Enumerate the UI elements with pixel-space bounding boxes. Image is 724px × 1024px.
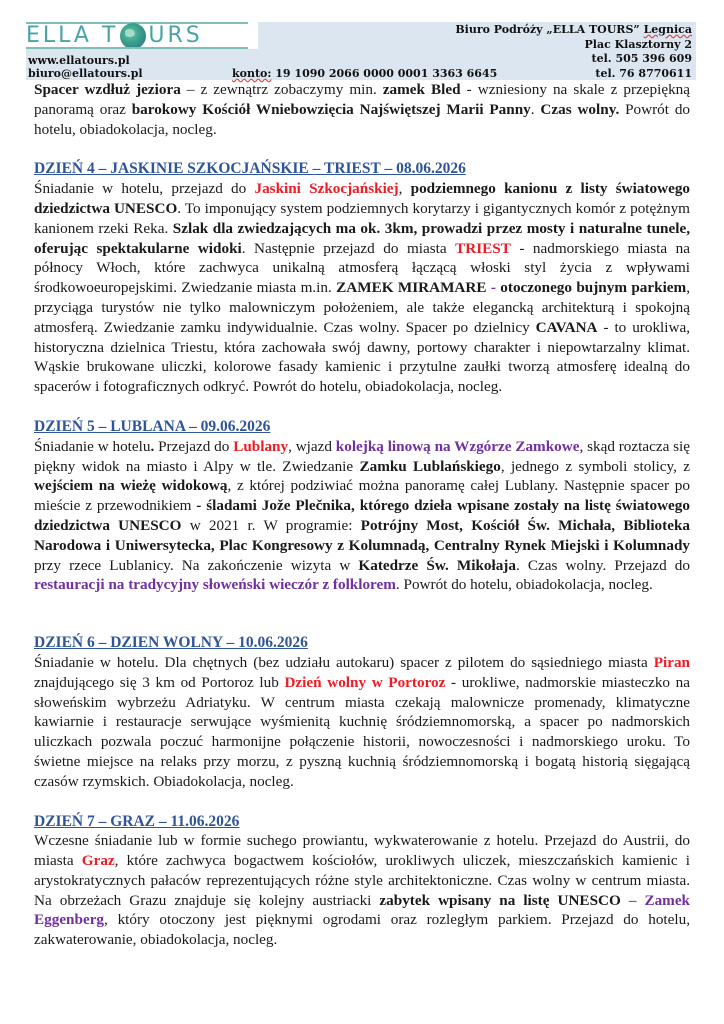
text-bold: zamek Bled (382, 81, 461, 98)
text: Wczesne śniadanie lub w formie suchego prowiantu, wykwaterowanie z hotelu. Przejazd do Austrii, do miasta (34, 832, 690, 870)
text: , który otoczony jest pięknymi ogrodami oraz rozległym parkiem. Przejazd do hotelu, zakwaterowanie, obiadokolacja, nocleg. (34, 911, 690, 949)
text: przy rzece Lublanicy. Na zakończenie wizyta w (34, 556, 359, 574)
text: , (398, 180, 411, 198)
text: , przyciąga turystów nie tylko malowniczym położeniem, ale także elegancką architekturą i spokojną atmosferą. Zwiedzanie zamku indywidualnie. Czas wolny. Spacer po dzielnicy (34, 279, 691, 336)
text-bold: . (150, 437, 155, 455)
day7-section (34, 812, 690, 951)
office-phone-mobile: tel. 505 396 609 (591, 52, 692, 65)
text-bold: Spacer wzdłuż jeziora (34, 81, 181, 98)
day4-section (34, 159, 690, 397)
text: , z której podziwiać można panoramę całej Lublany. Następnie spacer po mieście z przewodnikiem (34, 477, 690, 515)
highlight-red: TRIEST (455, 239, 511, 257)
highlight-red: Graz (81, 852, 115, 870)
text: - nadmorskiego miasta na północy Włoch, które zachwyca unikalną atmosferą łączącą włoski styl życia z wpływami środkowoeuropejskimi. Zwiedzanie miasta m.in. (34, 239, 690, 297)
day6-title: DZIEŃ 6 – DZIEN WOLNY – 10.06.2026 (34, 634, 308, 652)
text: – (620, 891, 645, 909)
day7-title: DZIEŃ 7 – GRAZ – 11.06.2026 (34, 812, 240, 830)
text-bold: zabytek wpisany na listę UNESCO (379, 891, 621, 909)
highlight-purple: Zamek Eggenberg (34, 891, 690, 929)
office-name (455, 23, 692, 36)
text-bold: Zamku Lublańskiego (359, 457, 501, 475)
text-bold: otoczonego bujnym parkiem (500, 279, 687, 297)
ella-tours-logo (26, 22, 258, 49)
highlight-purple: kolejką linową na Wzgórze Zamkowe (335, 437, 580, 455)
text: , jednego z symboli stolicy, z (500, 457, 690, 475)
text-bold: - śladami Jože Plečnika, którego dzieła wpisane zostały na listę światowego dziedzictwa UNESCO (34, 497, 690, 534)
logo-text (26, 23, 203, 49)
text: - to urokliwa, historyczna dzielnica Triestu, która zachowała swój dawny, portowy charakter i niepowtarzalny klimat. Wąskie brukowane uliczki, kolorowe fasady kamienic i przytulne zaułki tworzą atmosferę idealną do spacerów i fotograficznych odkryć. Powrót do hotelu, obiadokolacja, nocleg. (34, 318, 690, 396)
day5-title: DZIEŃ 5 – LUBLANA – 09.06.2026 (34, 417, 271, 435)
highlight-red: Lublany (233, 437, 289, 455)
text-bold: Potrójny Most, Kościół Św. Michała, Biblioteka Narodowa i Uniwersytecka, Plac Kongresowy z Kolumnadą, Centralny Rynek Miejski i Kolumnady (34, 516, 690, 554)
text: . (530, 100, 541, 118)
text: . To imponujący system podziemnych korytarzy i gigantycznych komór z potężnym kanionem rzeki Reka. (34, 199, 691, 237)
office-phone-landline: tel. 76 8770611 (595, 67, 692, 80)
day3-continuation (34, 80, 690, 139)
office-city: Legnica (643, 23, 692, 36)
day4-title: DZIEŃ 4 – JASKINIE SZKOCJAŃSKIE – TRIEST – 08.06.2026 (34, 160, 466, 178)
email-link[interactable]: biuro@ellatours.pl (28, 67, 143, 80)
text: , wjazd (288, 437, 336, 455)
globe-icon (120, 23, 146, 49)
text-bold: Czas wolny. (540, 100, 620, 118)
highlight-red: Piran (653, 653, 690, 671)
text-bold: Katedrze Św. Mikołaja (358, 556, 516, 574)
text: znajdującego się 3 km od Portoroz lub (34, 673, 285, 691)
highlight-purple: - (486, 279, 501, 297)
bank-account-number: 19 1090 2066 0000 0001 3363 6645 (275, 67, 498, 80)
bank-account-label: konto: (232, 67, 272, 80)
text: Przejazd do (154, 437, 234, 455)
logo-text-part2: URS (148, 22, 203, 48)
highlight-red: Jaskini Szkocjańskiej (254, 180, 399, 198)
highlight-purple: restauracji na tradycyjny słoweński wieczór z folklorem (34, 576, 396, 594)
day5-description (34, 437, 690, 595)
day5-section (34, 417, 690, 595)
day7-description (34, 831, 690, 950)
text: , skąd roztacza się piękny widok na miasto i Alpy w tle. Zwiedzanie (34, 437, 690, 475)
text: w 2021 r. W programie: (181, 516, 361, 534)
text: Śniadanie w hotelu. Dla chętnych (bez udziału autokaru) spacer z pilotem do sąsiedniego miasta (34, 653, 654, 671)
text: , które zachwyca bogactwem kościołów, urokliwych uliczek, mieszczańskich kamienic i arystokratycznych pałaców reprezentujących różne style architektoniczne. Czas wolny w centrum miasta. Na obrzeżach Grazu znajduje się kolejny austriacki (34, 852, 690, 909)
text: . Następnie przejazd do miasta (241, 239, 456, 257)
letterhead (26, 22, 696, 80)
text: . Czas wolny. Przejazd do (515, 556, 690, 574)
text: Śniadanie w hotelu, przejazd do (34, 180, 255, 198)
text: - urokliwe, nadmorskie miasteczko na słoweńskim wybrzeżu Adriatyku. W centrum miasta czekają malownicze promenady, klimatyczne kawiarnie i restauracje serwujące wyśmienitą kuchnię śródziemnomorską, a spacer po nadmorskich uliczkach pozwala poczuć harmonijne połączenie historii, nowoczesności i nadmorskiego uroku. To świetne miejsce na relaks przy morzu, z pyszną kuchnią śródziemnomorską i bogatą historią sięgającą czasów rzymskich. Obiadokolacja, nocleg. (34, 673, 690, 790)
day6-section (34, 633, 690, 791)
text-bold: podziemnego kanionu z listy światowego dziedzictwa UNESCO (34, 180, 691, 217)
text-bold: ZAMEK MIRAMARE (336, 279, 487, 297)
office-address: Plac Klasztorny 2 (584, 38, 692, 51)
text-bold: wejściem na wieżę widokową (34, 477, 228, 495)
day4-description (34, 179, 690, 397)
office-name-text: Biuro Podróży „ELLA TOURS” (455, 23, 640, 36)
text: - wzniesiony na skale z przepiękną panoramą oraz (34, 81, 691, 118)
highlight-red: Dzień wolny w Portoroz (284, 673, 446, 691)
text: Powrót do hotelu, obiadokolacja, nocleg. (34, 100, 691, 138)
logo-text-part1: ELLA T (26, 22, 119, 48)
text: Śniadanie w hotelu (34, 437, 151, 455)
bank-account (232, 67, 497, 80)
text-bold: barokowy Kościół Wniebowzięcia Najświętszej Marii Panny (131, 100, 531, 118)
text-bold: CAVANA (535, 318, 598, 336)
text-bold: Szlak dla zwiedzających ma ok. 3km, prowadzi przez mosty i naturalne tunele, oferując spektakularne widoki (34, 219, 690, 257)
text: . Powrót do hotelu, obiadokolacja, nocleg. (395, 576, 653, 594)
website-link[interactable]: www.ellatours.pl (28, 54, 130, 67)
itinerary-body (34, 80, 690, 950)
text: – z zewnątrz zobaczymy min. (180, 81, 383, 98)
logo-underline (26, 47, 248, 49)
day6-description (34, 653, 690, 792)
